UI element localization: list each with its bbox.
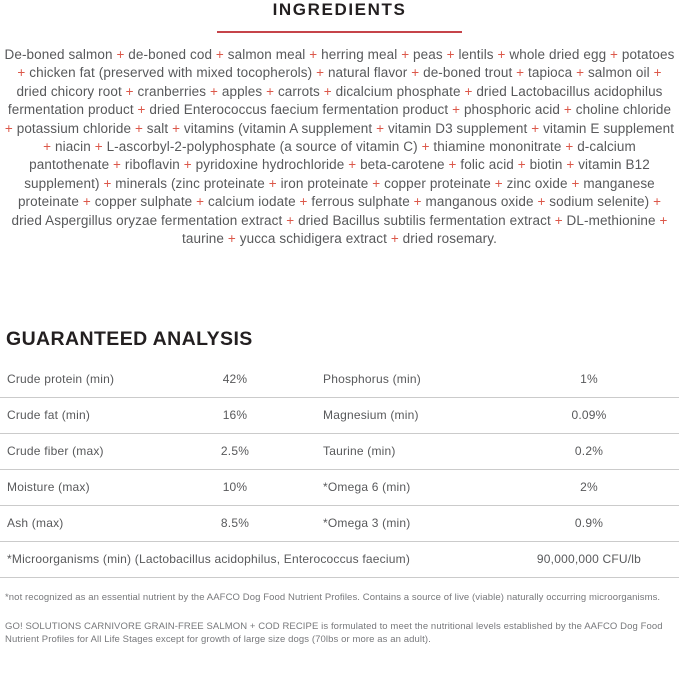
ga-left-cell (0, 480, 320, 494)
plus-separator: + (116, 47, 125, 62)
ga-nutrient-label: Phosphorus (min) (323, 372, 421, 387)
plus-separator: + (517, 157, 526, 173)
plus-separator: + (113, 157, 122, 173)
plus-separator: + (215, 47, 224, 62)
plus-separator: + (401, 47, 410, 62)
plus-separator: + (610, 47, 619, 62)
plus-separator: + (659, 212, 668, 228)
plus-separator: + (268, 175, 277, 191)
ga-nutrient-value: 0.09% (571, 408, 607, 423)
ga-table-row-microorganisms (0, 542, 679, 578)
plus-separator: + (413, 194, 422, 210)
ga-table-row (0, 470, 679, 506)
ga-nutrient-value: 0.2% (574, 444, 604, 459)
plus-separator: + (446, 47, 455, 62)
plus-separator: + (411, 65, 420, 81)
plus-separator: + (565, 139, 574, 155)
plus-separator: + (531, 120, 540, 136)
ga-nutrient-value: 1% (580, 372, 598, 387)
guaranteed-analysis-table (0, 362, 679, 578)
plus-separator: + (653, 194, 662, 210)
plus-separator: + (537, 194, 546, 210)
plus-separator: + (421, 139, 430, 155)
plus-separator: + (17, 65, 26, 81)
plus-separator: + (566, 157, 575, 173)
ga-table-row (0, 398, 679, 434)
ga-left-cell (0, 408, 320, 422)
ga-nutrient-value: 42% (222, 372, 248, 387)
ga-nutrient-label: Crude fat (min) (7, 408, 91, 423)
plus-separator: + (134, 120, 143, 136)
plus-separator: + (227, 231, 236, 247)
plus-separator: + (323, 83, 332, 99)
plus-separator: + (653, 65, 662, 81)
plus-separator: + (266, 83, 275, 99)
plus-separator: + (299, 194, 308, 210)
ga-nutrient-label: Ash (max) (7, 516, 64, 531)
plus-separator: + (571, 175, 580, 191)
ga-nutrient-value: 0.9% (574, 516, 604, 531)
ga-nutrient-label: Crude fiber (max) (7, 444, 104, 459)
plus-separator: + (497, 47, 506, 62)
footnote-aafco-nutrient: *not recognized as an essential nutrient by the AAFCO Dog Food Nutrient Profiles. Contains a source of live (viable) naturally occurring microorganisms. (5, 591, 661, 603)
plus-separator: + (390, 231, 399, 247)
plus-separator: + (516, 65, 525, 81)
heading-underline (217, 31, 462, 33)
ingredients-paragraph: De-boned salmon + de-boned cod + salmon meal + herring meal + peas + lentils + whole dried egg + potatoes + chicken fat (preserved with mixed tocopherols) + natural flavor + de-boned trout + tapioca + salmon oil + dried chicory root + cranberries + apples + carrots + dicalcium phosphate + dried Lactobacillus acidophilus fermentation product + dried Enterococcus faecium fermentation product + phosphoric acid + choline chloride + potassium chloride + salt + vitamins (vitamin A supplement + vitamin D3 supplement + vitamin E supplement + niacin + L-ascorbyl-2-polyphosphate (a source of vitamin C) + thiamine mononitrate + d-calcium pantothenate + riboflavin + pyridoxine hydrochloride + beta-carotene + folic acid + biotin + vitamin B12 supplement) + minerals (zinc proteinate + iron proteinate + copper proteinate + zinc oxide + manganese proteinate + copper sulphate + calcium iodate + ferrous sulphate + manganous oxide + sodium selenite) + dried Aspergillus oryzae fermentation extract + dried Bacillus subtilis fermentation extract + DL-methionine + taurine + yucca schidigera extract + dried rosemary. (4, 47, 675, 247)
ga-right-cell (320, 480, 679, 494)
plus-separator: + (576, 65, 585, 81)
ga-right-cell (320, 408, 679, 422)
plus-separator: + (464, 83, 473, 99)
ga-left-cell (0, 516, 320, 530)
ga-nutrient-label: *Microorganisms (min) (Lactobacillus acidophilus, Enterococcus faecium) (7, 552, 411, 567)
ga-nutrient-value: 16% (222, 408, 248, 423)
ga-nutrient-label: Taurine (min) (323, 444, 396, 459)
ga-right-cell (320, 516, 679, 530)
ga-right-cell (320, 372, 679, 386)
ga-nutrient-label: Crude protein (min) (7, 372, 115, 387)
ga-nutrient-label: Moisture (max) (7, 480, 90, 495)
ga-table-row (0, 434, 679, 470)
plus-separator: + (316, 65, 325, 81)
plus-separator: + (309, 47, 318, 62)
plus-separator: + (82, 194, 91, 210)
plus-separator: + (43, 139, 52, 155)
plus-separator: + (448, 157, 457, 173)
ga-nutrient-label: Magnesium (min) (323, 408, 419, 423)
ga-table-row (0, 362, 679, 398)
plus-separator: + (103, 175, 112, 191)
ga-nutrient-label: *Omega 3 (min) (323, 516, 411, 531)
plus-separator: + (286, 212, 295, 228)
ga-right-cell (320, 444, 679, 458)
ga-nutrient-label: *Omega 6 (min) (323, 480, 411, 495)
plus-separator: + (554, 212, 563, 228)
guaranteed-analysis-heading: GUARANTEED ANALYSIS (6, 328, 253, 351)
ga-nutrient-value: 8.5% (220, 516, 250, 531)
plus-separator: + (494, 175, 503, 191)
ga-nutrient-value: 10% (222, 480, 248, 495)
ga-left-cell (0, 444, 320, 458)
plus-separator: + (172, 120, 181, 136)
ingredients-heading: INGREDIENTS (272, 0, 407, 19)
plus-separator: + (4, 120, 13, 136)
ga-nutrient-value: 2.5% (220, 444, 250, 459)
ga-nutrient-value: 2% (580, 480, 598, 495)
plus-separator: + (137, 102, 146, 118)
ga-nutrient-value: 90,000,000 CFU/lb (536, 552, 642, 567)
plus-separator: + (348, 157, 357, 173)
plus-separator: + (125, 83, 134, 99)
plus-separator: + (210, 83, 218, 99)
plus-separator: + (452, 102, 461, 118)
plus-separator: + (376, 120, 385, 136)
ga-table-row (0, 506, 679, 542)
plus-separator: + (563, 102, 572, 118)
ga-left-cell (0, 372, 320, 386)
plus-separator: + (196, 194, 205, 210)
plus-separator: + (94, 139, 103, 155)
footnote-formulation-statement: GO! SOLUTIONS CARNIVORE GRAIN-FREE SALMON + COD RECIPE is formulated to meet the nutritional levels established by the AAFCO Dog Food Nutrient Profiles for All Life Stages except for growth of large size dogs (70lbs or more as an adult). (5, 621, 663, 645)
plus-separator: + (372, 175, 381, 191)
plus-separator: + (183, 157, 192, 173)
